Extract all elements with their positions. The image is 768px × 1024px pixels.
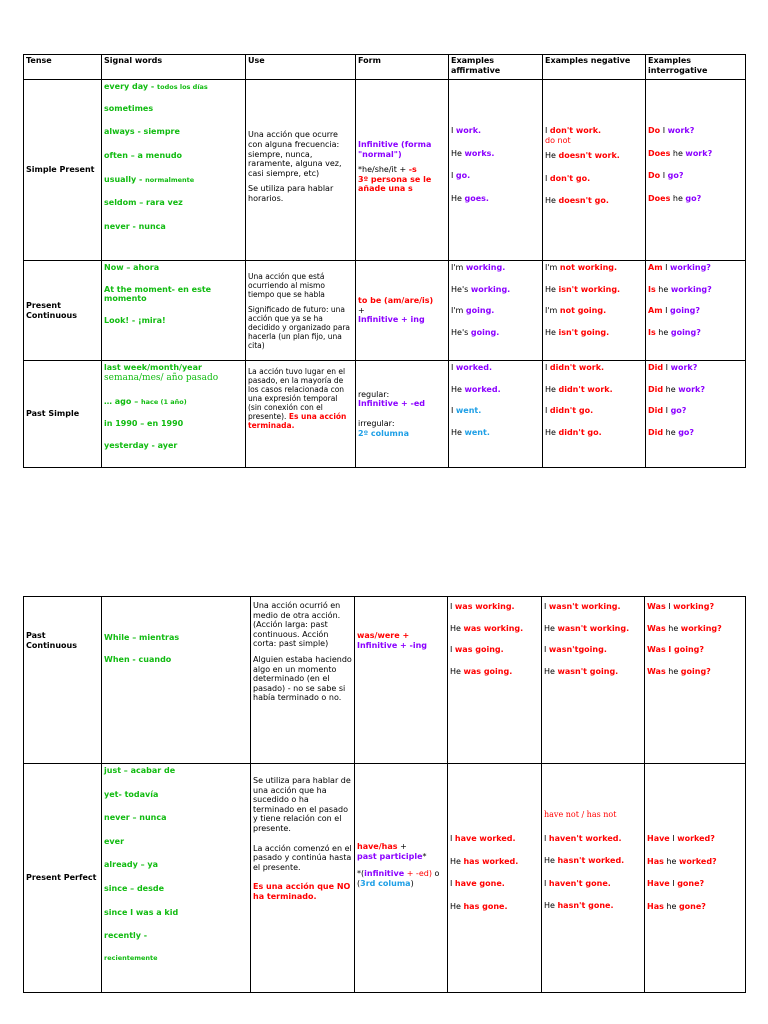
verb: works. — [464, 148, 495, 158]
form-text: o ( — [357, 869, 440, 888]
examples-negative-present-perfect — [542, 764, 645, 993]
signal-words-present-perfect — [102, 764, 251, 993]
verb: worked. — [455, 363, 493, 372]
use-text: Una acción ocurrió en medio de otra acción. (Acción larga: past continuous. Acción corta: past simple) — [253, 601, 341, 649]
verb: was going. — [463, 666, 513, 676]
use-text: Alguien estaba haciendo algo en un momento determinado (en el pasado) - no se sabe si había terminado o no. — [253, 654, 352, 703]
aux: Did — [648, 384, 664, 394]
use-text: La acción tuvo lugar en el pasado, en la mayoría de los casos relacionada con una expresión temporal (sin conexión con el presente). — [248, 367, 346, 421]
signal-word: already – ya — [104, 860, 159, 870]
subject: He — [544, 623, 555, 633]
signal-word: in 1990 – en 1990 — [104, 419, 184, 429]
verb: work? — [670, 363, 698, 372]
subject: he — [658, 284, 669, 294]
verb: worked? — [678, 856, 717, 866]
verb: isn't working. — [558, 284, 621, 294]
subject: He — [545, 427, 556, 437]
verb: going? — [680, 666, 711, 676]
subject: He — [544, 856, 555, 866]
verb: go? — [670, 406, 687, 416]
signal-word: since – desde — [104, 883, 165, 893]
tense-present-perfect: Present Perfect — [24, 764, 102, 993]
tense-present-continuous: Present Continuous — [24, 261, 102, 361]
verb: was going. — [454, 645, 504, 655]
subject: I — [662, 126, 666, 135]
verb: wasn't working. — [548, 602, 621, 611]
signal-word: While – mientras — [104, 633, 180, 642]
signal-word: ever — [104, 836, 125, 846]
verb: not going. — [559, 306, 607, 316]
verb: has worked. — [463, 856, 519, 866]
header-tense: Tense — [24, 55, 102, 80]
signal-word: sometimes — [104, 103, 154, 113]
subject: I — [450, 879, 453, 889]
tense-table-2 — [23, 596, 746, 993]
subject: I — [544, 833, 547, 843]
aux: Am — [648, 306, 663, 316]
form-text: irregular: — [358, 419, 395, 428]
verb: wasn't going. — [557, 666, 619, 676]
use-text: Se utiliza para hablar horarios. — [248, 184, 334, 203]
subject: He — [544, 901, 555, 911]
signal-word: every day - — [104, 82, 155, 91]
subject: I — [668, 602, 671, 611]
subject: he — [672, 148, 683, 158]
subject: I'm — [451, 306, 464, 316]
row-present-perfect — [24, 764, 746, 993]
verb: work? — [685, 148, 713, 158]
use-text: La acción comenzó en el pasado y continúa hasta el presente. — [253, 843, 352, 872]
examples-interrogative-past-continuous — [645, 597, 746, 764]
use-past-simple — [246, 361, 356, 468]
signal-word: … ago – — [104, 397, 139, 407]
subject: He — [451, 193, 462, 203]
subject: I — [545, 173, 548, 183]
subject: He — [451, 427, 462, 437]
aux: Was — [647, 602, 666, 611]
subject: he — [666, 901, 677, 911]
examples-interrogative-present-perfect — [645, 764, 746, 993]
subject: I'm — [545, 306, 558, 316]
subject: He — [450, 666, 461, 676]
verb: work. — [455, 126, 482, 135]
signal-word: seldom – rara vez — [104, 198, 183, 208]
aux: Do — [648, 171, 661, 181]
verb: work? — [667, 126, 695, 135]
subject: I'm — [545, 263, 558, 272]
verb: went. — [455, 406, 482, 416]
verb: working? — [670, 284, 712, 294]
subject: I — [545, 406, 548, 416]
tense-past-simple: Past Simple — [24, 361, 102, 468]
verb: go? — [667, 171, 684, 181]
verb: hasn't gone. — [557, 901, 614, 911]
form-note: 3º persona se le añade una s — [358, 174, 432, 194]
signal-word: never – nunca — [104, 813, 167, 823]
use-text: Una acción que ocurre con alguna frecuencia: siempre, nunca, raramente, alguna vez, casi siempre, etc) — [248, 130, 342, 178]
verb: didn't go. — [549, 406, 594, 416]
verb: going. — [578, 645, 607, 655]
verb: going. — [470, 327, 500, 337]
verb: going. — [465, 306, 495, 316]
use-highlight: Es una acción que NO ha terminado. — [253, 882, 351, 901]
form-text: ) — [410, 878, 414, 888]
subject: he — [665, 427, 676, 437]
signal-word: always - siempre — [104, 127, 180, 137]
subject: I — [665, 363, 669, 372]
verb: don't work. — [549, 126, 602, 135]
form-text: *( — [357, 869, 365, 879]
verb: gone? — [677, 879, 705, 889]
form-text: infinitive — [364, 869, 405, 879]
form-text: Infinitive + ing — [358, 315, 425, 325]
subject: I — [544, 878, 547, 888]
neg-note: have not / has not — [544, 810, 617, 819]
form-suffix: -s — [408, 165, 417, 175]
aux: Was — [647, 645, 666, 655]
examples-negative-past-continuous — [542, 597, 645, 764]
row-present-continuous — [24, 261, 746, 361]
form-text: have/has — [357, 842, 398, 851]
signal-word-translation: semana/mes/ año pasado — [104, 372, 219, 383]
aux: Do — [648, 126, 661, 135]
form-text: + — [400, 842, 407, 851]
use-present-perfect — [251, 764, 355, 993]
signal-word: Now – ahora — [104, 263, 160, 272]
verb: go? — [685, 193, 702, 203]
tense-past-continuous: Past Continuous — [24, 597, 102, 764]
verb: was working. — [454, 602, 515, 611]
subject: He — [450, 856, 461, 866]
signal-word: last week/month/year — [104, 363, 202, 372]
form-past-continuous — [355, 597, 448, 764]
use-past-continuous — [251, 597, 355, 764]
verb: wasn't — [548, 645, 579, 655]
header-use: Use — [246, 55, 356, 80]
use-text: Se utiliza para hablar de una acción que ha sucedido o ha terminado en el pasado y tiene relación con el presente. — [253, 776, 351, 833]
subject: I — [665, 306, 668, 316]
signal-word: usually - — [104, 174, 143, 184]
examples-affirmative-present-perfect — [448, 764, 542, 993]
subject: He — [450, 623, 461, 633]
subject: He — [544, 666, 555, 676]
subject: I — [545, 363, 548, 372]
subject: He — [450, 901, 461, 911]
aux: Did — [648, 427, 664, 437]
examples-affirmative-past-simple — [449, 361, 543, 468]
aux: Did — [648, 406, 664, 416]
row-simple-present — [24, 80, 746, 261]
examples-negative-past-simple — [543, 361, 646, 468]
row-past-continuous — [24, 597, 746, 764]
header-examples-negative: Examples negative — [543, 55, 646, 80]
subject: He — [545, 327, 556, 337]
aux: Has — [647, 901, 664, 911]
signal-word-translation: recientemente — [104, 953, 158, 962]
verb: working? — [680, 623, 722, 633]
signal-words-past-simple — [102, 361, 246, 468]
subject: I — [662, 171, 666, 181]
examples-affirmative-present-continuous — [449, 261, 543, 361]
aux: Is — [648, 327, 656, 337]
subject: He — [451, 384, 462, 394]
signal-word: since I was a kid — [104, 907, 179, 917]
aux: Is — [648, 284, 656, 294]
signal-word: When - cuando — [104, 654, 172, 664]
signal-word: just – acabar de — [104, 766, 176, 775]
aux: Was — [647, 666, 666, 676]
aux: Did — [648, 363, 664, 372]
aux: Have — [647, 834, 670, 843]
signal-word: recently - — [104, 931, 148, 941]
signal-word-translation: hace (1 año) — [141, 398, 187, 407]
subject: I — [450, 602, 453, 611]
verb: didn't go. — [558, 427, 602, 437]
signal-word: never - nunca — [104, 221, 166, 231]
form-text: was/were + — [357, 631, 410, 640]
verb: gone? — [678, 901, 706, 911]
verb: working. — [465, 263, 506, 272]
use-present-continuous — [246, 261, 356, 361]
examples-interrogative-past-simple — [646, 361, 746, 468]
signal-word-translation: normalmente — [145, 175, 195, 184]
subject: I — [672, 879, 675, 889]
signal-word: At the moment- en este momento — [104, 284, 212, 304]
use-simple-present — [246, 80, 356, 261]
subject: he — [668, 623, 679, 633]
signal-word: yet- todavía — [104, 789, 159, 799]
subject: I — [451, 126, 454, 135]
verb: was working. — [463, 623, 524, 633]
subject: he — [672, 193, 683, 203]
header-examples-interrogative: Examples interrogative — [646, 55, 746, 80]
subject: he — [666, 856, 677, 866]
form-past-simple — [356, 361, 449, 468]
signal-word: Look! - ¡mira! — [104, 315, 166, 325]
aux: Was — [647, 623, 666, 633]
form-text: past participle — [357, 851, 423, 861]
subject: He's — [451, 327, 469, 337]
form-text: *he/she/it + — [358, 165, 407, 175]
examples-negative-present-continuous — [543, 261, 646, 361]
row-past-simple — [24, 361, 746, 468]
verb: don't go. — [549, 173, 591, 183]
subject: I — [672, 834, 675, 843]
verb: have gone. — [454, 879, 505, 889]
form-text: + -ed) — [406, 869, 432, 879]
subject: He — [545, 151, 556, 161]
aux: Does — [648, 193, 671, 203]
form-text: 2º columna — [358, 428, 409, 438]
header-row — [24, 55, 746, 80]
verb: hasn't worked. — [557, 856, 625, 866]
aux: Am — [648, 263, 663, 272]
subject: I — [545, 126, 548, 135]
verb: going? — [669, 306, 701, 316]
form-text: Infinitive (forma "normal") — [358, 140, 432, 159]
subject: He — [545, 384, 556, 394]
form-text: to be (am/are/is) — [358, 296, 434, 306]
header-form: Form — [356, 55, 449, 80]
verb: I going? — [668, 645, 705, 655]
signal-words-past-continuous — [102, 597, 251, 764]
tense-simple-present: Simple Present — [24, 80, 102, 261]
aux: Does — [648, 148, 671, 158]
form-simple-present — [356, 80, 449, 261]
use-text: Una acción que está ocurriendo al mismo tiempo que se habla — [248, 271, 325, 299]
form-present-perfect: have/has + past participle* *(infinitive + -ed) o (3rd columa) — [355, 764, 448, 993]
neg-note: do not — [545, 135, 571, 145]
verb: going? — [670, 327, 701, 337]
verb: working. — [470, 284, 511, 294]
examples-affirmative-simple-present — [449, 80, 543, 261]
verb: didn't work. — [558, 384, 613, 394]
verb: went. — [464, 427, 490, 437]
verb: worked. — [464, 384, 501, 394]
subject: he — [668, 666, 679, 676]
header-signal-words: Signal words — [102, 55, 246, 80]
verb: didn't work. — [549, 363, 605, 372]
subject: I — [451, 363, 454, 372]
subject: I — [544, 645, 547, 655]
form-text: 3rd columa — [360, 878, 411, 888]
verb: doesn't go. — [558, 196, 609, 206]
verb: working? — [673, 602, 715, 611]
subject: He — [545, 284, 556, 294]
verb: go. — [455, 171, 471, 181]
subject: I — [451, 406, 454, 416]
subject: he — [658, 327, 669, 337]
signal-words-present-continuous — [102, 261, 246, 361]
subject: I — [544, 602, 547, 611]
subject: He — [545, 196, 556, 206]
verb: isn't going. — [558, 327, 610, 337]
form-text: + — [358, 305, 365, 315]
signal-word-translation: todos los días — [157, 83, 208, 91]
aux: Has — [647, 856, 664, 866]
verb: work? — [678, 384, 705, 394]
form-text: regular: — [358, 389, 390, 399]
use-highlight: Es una acción terminada. — [248, 412, 347, 430]
aux: Have — [647, 879, 670, 889]
signal-word: yesterday - ayer — [104, 440, 178, 450]
subject: He — [451, 148, 462, 158]
subject: he — [665, 384, 676, 394]
subject: I — [665, 406, 669, 416]
verb: working? — [669, 263, 711, 272]
signal-word: often – a menudo — [104, 150, 183, 160]
verb: go? — [678, 427, 695, 437]
verb: not working. — [559, 263, 618, 272]
subject: I — [450, 645, 453, 655]
verb: haven't gone. — [548, 878, 611, 888]
verb: wasn't working. — [557, 623, 630, 633]
subject: He's — [451, 284, 469, 294]
subject: I — [665, 263, 668, 272]
examples-affirmative-past-continuous — [448, 597, 542, 764]
subject: I'm — [451, 263, 464, 272]
examples-negative-simple-present — [543, 80, 646, 261]
examples-interrogative-simple-present — [646, 80, 746, 261]
verb: worked? — [677, 834, 715, 843]
form-text: Infinitive + -ing — [357, 640, 428, 650]
examples-interrogative-present-continuous — [646, 261, 746, 361]
header-examples-affirmative: Examples affirmative — [449, 55, 543, 80]
verb: doesn't work. — [558, 151, 620, 161]
use-text: Significado de futuro: una acción que ya se ha decidido y organizado para hacerla (un plan fijo, una cita) — [248, 304, 351, 350]
verb: has gone. — [463, 901, 508, 911]
verb: have worked. — [454, 834, 516, 843]
verb: haven't worked. — [548, 833, 622, 843]
form-text: Infinitive + -ed — [358, 399, 425, 409]
verb: goes. — [464, 193, 489, 203]
subject: I — [451, 171, 454, 181]
subject: I — [450, 834, 453, 843]
signal-words-simple-present — [102, 80, 246, 261]
form-present-continuous — [356, 261, 449, 361]
tense-table-1 — [23, 54, 746, 468]
